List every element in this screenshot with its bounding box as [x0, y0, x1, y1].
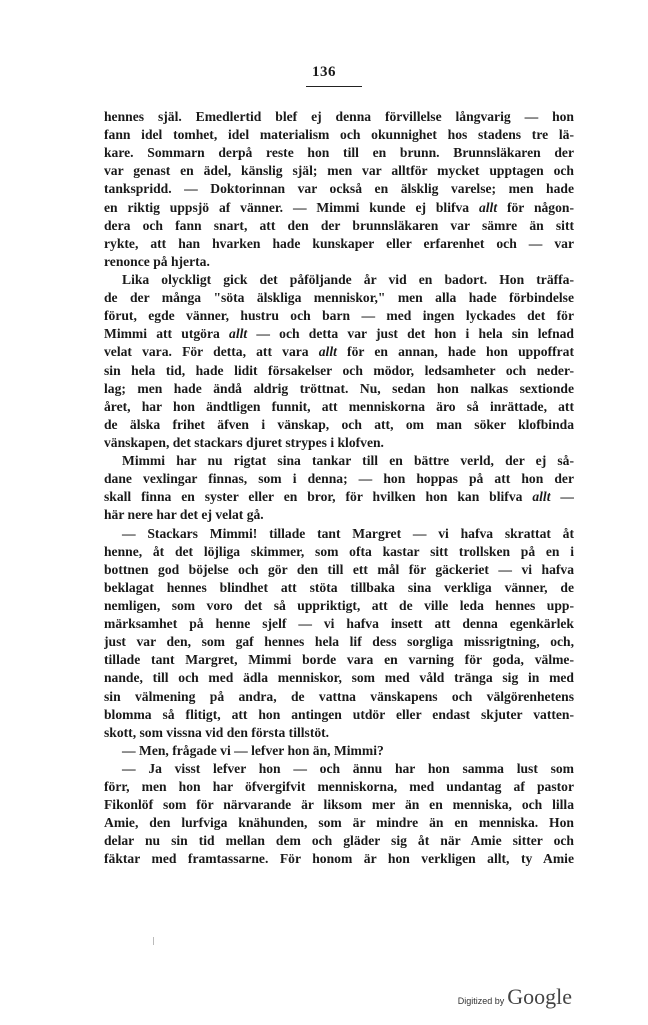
text-segment: henne, åt det löjliga skimmer, som ofta kastar sitt trollsken på en i: [104, 543, 574, 559]
text-segment: velat vara. För detta, att vara: [104, 344, 319, 360]
text-line: [104, 380, 574, 398]
text-line: [104, 850, 574, 868]
text-segment: — Ja visst lefver hon — och ännu har hon samma lust som: [122, 760, 574, 776]
text-segment: skott, som vissna vid den första tillstöt.: [104, 724, 330, 740]
text-segment: rykte, att han hvarken hade kunskaper eller erfarenhet och — var: [104, 235, 574, 251]
emphasis-text: allt: [478, 199, 498, 215]
text-line: [104, 669, 574, 687]
text-line: [104, 253, 574, 271]
watermark: [458, 984, 572, 1010]
text-segment: här nere har det ej velat gå.: [104, 507, 264, 523]
text-segment: tillade tant Margret, Mimmi borde vara en varning för goda, välme-: [104, 652, 574, 668]
text-line: [104, 814, 574, 832]
text-line: [104, 525, 574, 543]
text-line: [104, 398, 574, 416]
text-line: [104, 488, 574, 506]
emphasis-text: allt: [532, 489, 551, 505]
text-segment: året, har hon ändtligen funnit, att menniskorna äro så inrättade, att: [104, 398, 574, 414]
text-line: [104, 162, 574, 180]
text-segment: vänskapen, det stackars djuret strypes i klofven.: [104, 434, 384, 450]
text-line: [104, 217, 574, 235]
text-segment: för någon-: [497, 199, 574, 215]
text-segment: kare. Sommarn derpå reste hon till en brunn. Brunnsläkaren der: [104, 145, 574, 161]
text-segment: Mimmi har nu rigtat sina tankar till en bättre verld, der ej så-: [122, 453, 574, 469]
text-line: [104, 724, 574, 742]
text-line: [104, 199, 574, 217]
text-segment: — Men, frågade vi — lefver hon än, Mimmi?: [122, 742, 384, 758]
text-line: [104, 144, 574, 162]
text-line: [104, 651, 574, 669]
text-segment: förr, men hon har öfvergifvit menniskorna, med undantag af pastor: [104, 779, 574, 795]
text-line: [104, 615, 574, 633]
text-segment: — Stackars Mimmi! tillade tant Margret — vi hafva skrattat åt: [122, 525, 574, 541]
text-line: [104, 362, 574, 380]
page-number: 136: [312, 64, 336, 80]
text-segment: fäktar med framtassarne. För honom är hon verkligen allt, ty Amie: [104, 851, 574, 867]
text-segment: renonce på hjerta.: [104, 253, 210, 269]
text-line: [104, 108, 574, 126]
text-line: [104, 470, 574, 488]
text-line: [104, 706, 574, 724]
text-line: [104, 452, 574, 470]
text-segment: Lika olyckligt gick det påföljande år vid en badort. Hon träffa-: [122, 271, 574, 287]
watermark-brand: Google: [507, 984, 572, 1009]
margin-mark: [153, 937, 154, 945]
text-segment: sin hela tid, hade lidit försakelser och mödor, ledsamheter och neder-: [104, 362, 574, 378]
text-line: [104, 325, 574, 343]
text-segment: sin välmening på andra, de vattna vänskapens och välgörenhetens: [104, 688, 574, 704]
text-segment: Amie, den lurfviga knähunden, som är mindre än en menniska. Hon: [104, 815, 574, 831]
text-line: [104, 343, 574, 361]
text-line: [104, 796, 574, 814]
text-segment: de älska frihet äfven i vänskap, och att, om man söker klofbinda: [104, 416, 574, 432]
text-segment: blomma så flitigt, att hon antingen utdör eller endast skjuter vatten-: [104, 706, 574, 722]
text-line: [104, 271, 574, 289]
watermark-prefix: Digitized by: [457, 996, 505, 1006]
text-segment: tankspridd. — Doktorinnan var också en älsklig varelse; men hade: [104, 181, 574, 197]
text-segment: Fikonlöf som för närvarande är liksom mer än en menniska, och lilla: [104, 797, 574, 813]
text-segment: dera och fann snart, att den der brunnsläkaren var sämre än sitt: [104, 217, 574, 233]
text-line: [104, 742, 574, 760]
text-segment: hennes själ. Emedlertid blef ej denna förvillelse långvarig — hon: [104, 109, 574, 124]
text-segment: förut, egde vänner, hustru och barn — med ingen lyckades det för: [104, 308, 574, 324]
text-line: [104, 760, 574, 778]
text-segment: märksamhet på henne sjelf — vi hafva insett att denna egenkärlek: [104, 616, 574, 632]
text-segment: lag; men hade ändå aldrig tröttnat. Nu, sedan hon nalkas sextionde: [104, 380, 574, 396]
text-segment: en riktig uppsjö af vänner. — Mimmi kunde ej blifva: [104, 199, 479, 215]
text-line: [104, 543, 574, 561]
text-segment: — och detta var just det hon i hela sin lefnad: [247, 326, 574, 342]
text-segment: just var den, som gaf hennes hela lif dess sorgliga missrigtning, och,: [104, 634, 574, 650]
text-line: [104, 434, 574, 452]
text-segment: delar nu sin tid mellan dem och gläder sig åt när Amie sitter och: [104, 833, 574, 849]
text-line: [104, 778, 574, 796]
text-segment: nande, till och med ädla menniskor, som med våld tränga sig in med: [104, 670, 574, 686]
text-line: [104, 289, 574, 307]
text-segment: Mimmi att utgöra: [104, 326, 230, 342]
text-line: [104, 633, 574, 651]
text-segment: för en annan, hade hon uppoffrat: [336, 344, 574, 360]
text-line: [104, 597, 574, 615]
text-line: [104, 416, 574, 434]
text-line: [104, 688, 574, 706]
text-line: [104, 832, 574, 850]
text-line: [104, 180, 574, 198]
text-segment: fann idel tomhet, idel materialism och okunnighet hos stadens tre lä-: [104, 127, 574, 143]
text-line: [104, 235, 574, 253]
text-line: [104, 561, 574, 579]
text-line: [104, 579, 574, 597]
text-segment: dane vexlingar finnas, som i denna; — hon hoppas på att hon der: [104, 471, 574, 487]
text-segment: bottnen god böjelse och gör den till ett mål för gäckeriet — vi hafva: [104, 561, 574, 577]
text-line: [104, 506, 574, 524]
emphasis-text: allt: [229, 326, 248, 342]
text-segment: beklagat hennes blindhet att stöta tillbaka sina verkliga vänner, de: [104, 579, 574, 595]
text-segment: nemligen, som voro det så uppriktigt, att de ville leda hennes upp-: [104, 597, 574, 613]
text-line: [104, 126, 574, 144]
body-text: [104, 108, 574, 869]
text-segment: var genast en ädel, känslig själ; men var alltför mycket upptagen och: [104, 163, 574, 179]
emphasis-text: allt: [318, 344, 337, 360]
text-segment: —: [550, 489, 574, 505]
header-rule: [306, 86, 362, 87]
text-segment: de der många "söta älskliga menniskor," men alla hade förbindelse: [104, 290, 574, 306]
text-segment: skall finna en syster eller en bror, för hvilken hon kan blifva: [104, 489, 533, 505]
text-line: [104, 307, 574, 325]
